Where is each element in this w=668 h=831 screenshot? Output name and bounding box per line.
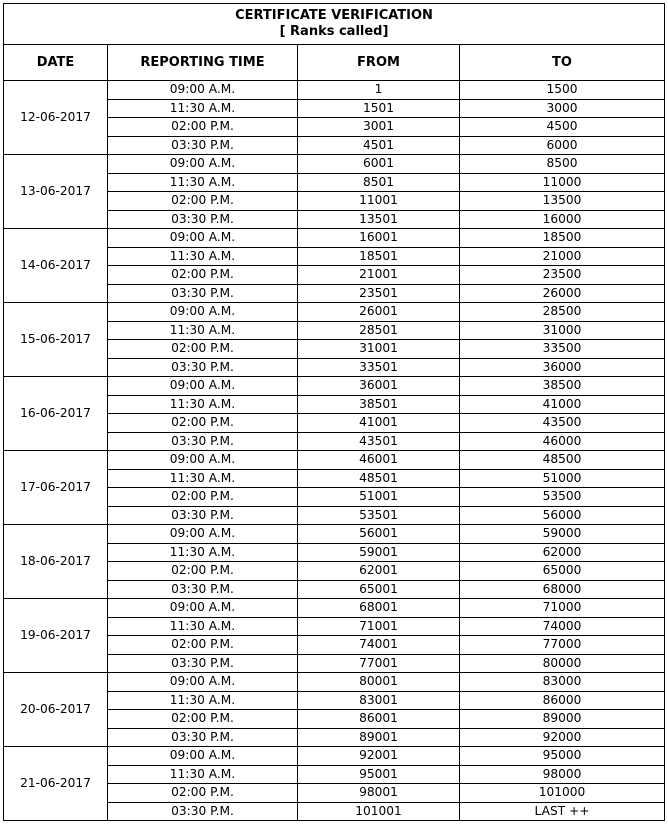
reporting-time-cell: 11:30 A.M.	[108, 543, 298, 562]
rank-from-cell: 74001	[298, 636, 460, 655]
rank-from-cell: 62001	[298, 562, 460, 581]
reporting-time-cell: 02:00 P.M.	[108, 266, 298, 285]
reporting-time-cell: 09:00 A.M.	[108, 303, 298, 322]
reporting-time-cell: 03:30 P.M.	[108, 358, 298, 377]
rank-to-cell: 101000	[460, 784, 665, 803]
rank-to-cell: 16000	[460, 210, 665, 229]
rank-from-cell: 71001	[298, 617, 460, 636]
reporting-time-cell: 02:00 P.M.	[108, 488, 298, 507]
rank-to-cell: 3000	[460, 99, 665, 118]
rank-from-cell: 43501	[298, 432, 460, 451]
reporting-time-cell: 02:00 P.M.	[108, 192, 298, 211]
rank-from-cell: 89001	[298, 728, 460, 747]
reporting-time-cell: 03:30 P.M.	[108, 506, 298, 525]
rank-to-cell: 41000	[460, 395, 665, 414]
rank-from-cell: 95001	[298, 765, 460, 784]
table-row	[4, 673, 665, 692]
rank-to-cell: 11000	[460, 173, 665, 192]
rank-from-cell: 26001	[298, 303, 460, 322]
table-row	[4, 451, 665, 470]
rank-from-cell: 80001	[298, 673, 460, 692]
rank-from-cell: 6001	[298, 155, 460, 174]
date-cell: 13-06-2017	[4, 155, 108, 229]
rank-to-cell: 74000	[460, 617, 665, 636]
rank-from-cell: 83001	[298, 691, 460, 710]
reporting-time-cell: 02:00 P.M.	[108, 340, 298, 359]
rank-from-cell: 101001	[298, 802, 460, 821]
rank-to-cell: 36000	[460, 358, 665, 377]
rank-to-cell: 53500	[460, 488, 665, 507]
reporting-time-cell: 03:30 P.M.	[108, 136, 298, 155]
reporting-time-cell: 02:00 P.M.	[108, 562, 298, 581]
rank-to-cell: 1500	[460, 81, 665, 100]
rank-to-cell: 51000	[460, 469, 665, 488]
rank-from-cell: 92001	[298, 747, 460, 766]
reporting-time-cell: 11:30 A.M.	[108, 99, 298, 118]
reporting-time-cell: 09:00 A.M.	[108, 525, 298, 544]
column-header-reporting-time: REPORTING TIME	[108, 45, 298, 81]
rank-from-cell: 13501	[298, 210, 460, 229]
table-row	[4, 81, 665, 100]
table-row	[4, 747, 665, 766]
rank-from-cell: 53501	[298, 506, 460, 525]
date-cell: 16-06-2017	[4, 377, 108, 451]
table-title: CERTIFICATE VERIFICATION	[235, 8, 433, 23]
rank-to-cell: 6000	[460, 136, 665, 155]
reporting-time-cell: 11:30 A.M.	[108, 247, 298, 266]
rank-to-cell: 33500	[460, 340, 665, 359]
reporting-time-cell: 09:00 A.M.	[108, 377, 298, 396]
date-cell: 15-06-2017	[4, 303, 108, 377]
rank-from-cell: 98001	[298, 784, 460, 803]
rank-from-cell: 33501	[298, 358, 460, 377]
reporting-time-cell: 02:00 P.M.	[108, 118, 298, 137]
rank-to-cell: 77000	[460, 636, 665, 655]
rank-to-cell: 95000	[460, 747, 665, 766]
reporting-time-cell: 09:00 A.M.	[108, 81, 298, 100]
rank-to-cell: 38500	[460, 377, 665, 396]
rank-from-cell: 38501	[298, 395, 460, 414]
table-row	[4, 525, 665, 544]
reporting-time-cell: 03:30 P.M.	[108, 728, 298, 747]
date-cell: 19-06-2017	[4, 599, 108, 673]
reporting-time-cell: 09:00 A.M.	[108, 747, 298, 766]
reporting-time-cell: 02:00 P.M.	[108, 784, 298, 803]
rank-to-cell: 26000	[460, 284, 665, 303]
rank-to-cell: 28500	[460, 303, 665, 322]
reporting-time-cell: 09:00 A.M.	[108, 229, 298, 248]
reporting-time-cell: 11:30 A.M.	[108, 395, 298, 414]
rank-to-cell: 13500	[460, 192, 665, 211]
rank-to-cell: 68000	[460, 580, 665, 599]
rank-to-cell: 56000	[460, 506, 665, 525]
rank-to-cell: 8500	[460, 155, 665, 174]
table-subtitle: [ Ranks called]	[279, 24, 389, 39]
reporting-time-cell: 11:30 A.M.	[108, 765, 298, 784]
table-row	[4, 303, 665, 322]
rank-to-cell: 31000	[460, 321, 665, 340]
rank-to-cell: LAST ++	[460, 802, 665, 821]
rank-to-cell: 71000	[460, 599, 665, 618]
rank-to-cell: 89000	[460, 710, 665, 729]
rank-from-cell: 3001	[298, 118, 460, 137]
rank-from-cell: 21001	[298, 266, 460, 285]
reporting-time-cell: 03:30 P.M.	[108, 210, 298, 229]
rank-from-cell: 41001	[298, 414, 460, 433]
date-cell: 18-06-2017	[4, 525, 108, 599]
header-row	[4, 45, 665, 81]
rank-to-cell: 46000	[460, 432, 665, 451]
rank-from-cell: 46001	[298, 451, 460, 470]
reporting-time-cell: 02:00 P.M.	[108, 414, 298, 433]
reporting-time-cell: 11:30 A.M.	[108, 321, 298, 340]
date-cell: 21-06-2017	[4, 747, 108, 821]
rank-from-cell: 1501	[298, 99, 460, 118]
rank-from-cell: 18501	[298, 247, 460, 266]
rank-to-cell: 80000	[460, 654, 665, 673]
rank-from-cell: 77001	[298, 654, 460, 673]
table-row	[4, 229, 665, 248]
schedule-body	[4, 81, 665, 821]
rank-to-cell: 92000	[460, 728, 665, 747]
reporting-time-cell: 09:00 A.M.	[108, 451, 298, 470]
reporting-time-cell: 11:30 A.M.	[108, 691, 298, 710]
table-row	[4, 377, 665, 396]
rank-to-cell: 98000	[460, 765, 665, 784]
date-cell: 17-06-2017	[4, 451, 108, 525]
column-header-from: FROM	[298, 45, 460, 81]
date-cell: 20-06-2017	[4, 673, 108, 747]
rank-from-cell: 51001	[298, 488, 460, 507]
reporting-time-cell: 09:00 A.M.	[108, 673, 298, 692]
rank-from-cell: 68001	[298, 599, 460, 618]
column-header-date: DATE	[4, 45, 108, 81]
verification-schedule-table	[3, 3, 665, 821]
title-row	[4, 4, 665, 45]
reporting-time-cell: 03:30 P.M.	[108, 802, 298, 821]
rank-to-cell: 23500	[460, 266, 665, 285]
rank-to-cell: 65000	[460, 562, 665, 581]
rank-to-cell: 21000	[460, 247, 665, 266]
reporting-time-cell: 09:00 A.M.	[108, 155, 298, 174]
rank-to-cell: 59000	[460, 525, 665, 544]
rank-from-cell: 86001	[298, 710, 460, 729]
reporting-time-cell: 11:30 A.M.	[108, 617, 298, 636]
reporting-time-cell: 03:30 P.M.	[108, 432, 298, 451]
reporting-time-cell: 11:30 A.M.	[108, 469, 298, 488]
rank-from-cell: 1	[298, 81, 460, 100]
rank-from-cell: 59001	[298, 543, 460, 562]
rank-from-cell: 8501	[298, 173, 460, 192]
rank-to-cell: 62000	[460, 543, 665, 562]
rank-to-cell: 86000	[460, 691, 665, 710]
rank-to-cell: 48500	[460, 451, 665, 470]
date-cell: 14-06-2017	[4, 229, 108, 303]
rank-to-cell: 18500	[460, 229, 665, 248]
column-header-to: TO	[460, 45, 665, 81]
rank-from-cell: 56001	[298, 525, 460, 544]
reporting-time-cell: 03:30 P.M.	[108, 580, 298, 599]
reporting-time-cell: 02:00 P.M.	[108, 710, 298, 729]
table-title-cell	[4, 4, 665, 45]
rank-from-cell: 16001	[298, 229, 460, 248]
rank-to-cell: 43500	[460, 414, 665, 433]
date-cell: 12-06-2017	[4, 81, 108, 155]
rank-from-cell: 4501	[298, 136, 460, 155]
table-row	[4, 155, 665, 174]
rank-to-cell: 83000	[460, 673, 665, 692]
reporting-time-cell: 03:30 P.M.	[108, 654, 298, 673]
reporting-time-cell: 09:00 A.M.	[108, 599, 298, 618]
reporting-time-cell: 02:00 P.M.	[108, 636, 298, 655]
rank-from-cell: 28501	[298, 321, 460, 340]
rank-to-cell: 4500	[460, 118, 665, 137]
rank-from-cell: 31001	[298, 340, 460, 359]
reporting-time-cell: 03:30 P.M.	[108, 284, 298, 303]
reporting-time-cell: 11:30 A.M.	[108, 173, 298, 192]
rank-from-cell: 65001	[298, 580, 460, 599]
rank-from-cell: 23501	[298, 284, 460, 303]
document-page	[3, 3, 665, 821]
rank-from-cell: 11001	[298, 192, 460, 211]
rank-from-cell: 36001	[298, 377, 460, 396]
table-row	[4, 599, 665, 618]
rank-from-cell: 48501	[298, 469, 460, 488]
